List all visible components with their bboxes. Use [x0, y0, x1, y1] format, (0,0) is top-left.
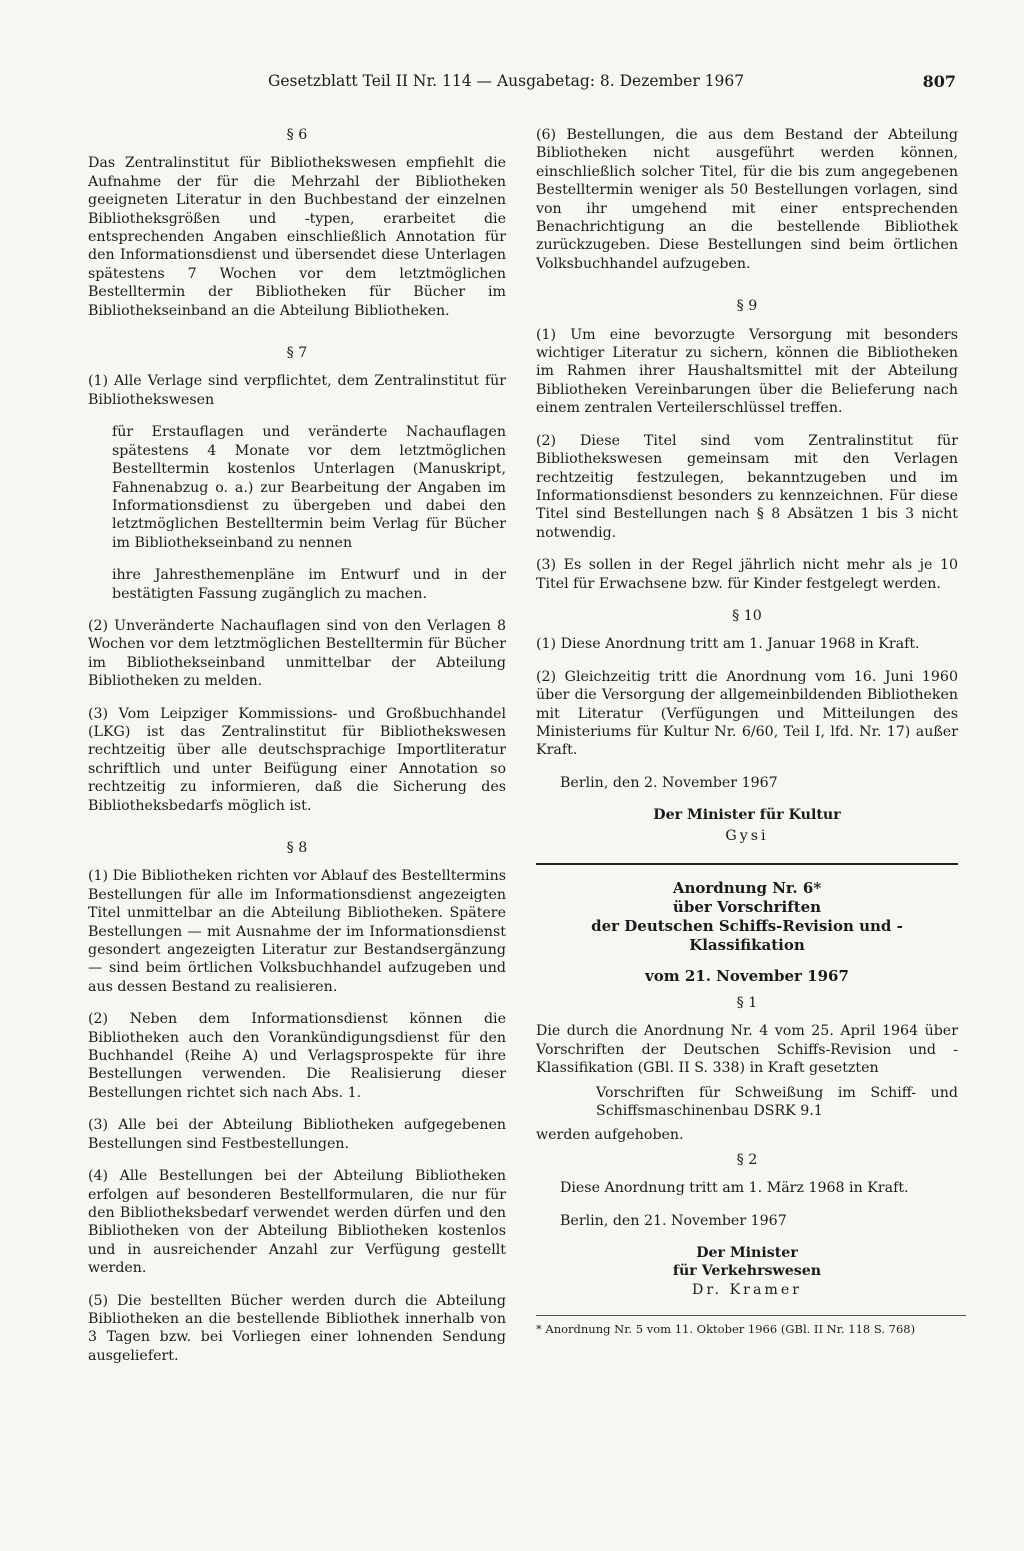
section-divider [536, 863, 958, 865]
signature-2-role-line-1: Der Minister [696, 1245, 798, 1262]
page-number: 807 [922, 72, 956, 91]
order-section-2-title: § 2 [736, 1151, 758, 1168]
order-title-line-1: Anordnung Nr. 6* [672, 879, 822, 897]
header-title: Gesetzblatt Teil II Nr. 114 — Ausgabetag: 8. Dezember 1967 [268, 72, 745, 90]
section-8-paragraph-1: (1) Die Bibliotheken richten vor Ablauf des Bestelltermins Bestellungen für alle im Informationsdienst angezeigten Titel unmittelbar an die Abteilung Bibliotheken. Spätere Bestellungen — mit Ausnahme der im Informationsdienst gesondert angezeigten Literatur zur Bestandsergänzung — sind beim örtlichen Volksbuchhandel aufzugeben und aus dessen Bestand zu realisieren. [88, 868, 507, 995]
section-6-paragraph: Das Zentralinstitut für Bibliothekswesen empfiehlt die Aufnahme der für die Mehrzahl der Bibliotheken geeigneten Literatur in den Buchbestand der einzelnen Bibliotheksgrößen und -typen, erarbeitet die entsprechenden Angaben einschließlich Annotation für den Informationsdienst und übersendet diese Unterlagen spätestens 7 Wochen vor dem letztmöglichen Bestelltermin der Bibliotheken für Bücher im Bibliothekseinband an die Abteilung Bibliotheken. [88, 155, 506, 319]
signature-2-name: Dr. Kramer [691, 1281, 803, 1298]
order-title-line-2: über Vorschriften [672, 898, 822, 916]
order-date: vom 21. November 1967 [645, 967, 849, 985]
footnote: * Anordnung Nr. 5 vom 11. Oktober 1966 (GBl. II Nr. 118 S. 768) [536, 1315, 966, 1336]
section-8-paragraph-3: (3) Alle bei der Abteilung Bibliotheken aufgegebenen Bestellungen sind Festbestellungen. [88, 1117, 506, 1152]
order-section-1-paragraph: Die durch die Anordnung Nr. 4 vom 25. April 1964 über Vorschriften der Deutschen Schiffs-Revision und -Klassifikation (GBl. II S. 338) in Kraft gesetzten [536, 1023, 958, 1077]
section-7-paragraph-2: (2) Unveränderte Nachauflagen sind von den Verlagen 8 Wochen vor dem letztmöglichen Bestelltermin für Bücher im Bibliothekseinband unmittelbar der Abteilung Bibliotheken zu melden. [88, 617, 506, 690]
section-8-paragraph-4: (4) Alle Bestellungen bei der Abteilung Bibliotheken erfolgen auf besonderen Bestellformularen, die nur für den Bibliotheksbedarf verwendet werden dürfen und den Bibliotheken von der Abteilung Bibliotheken kostenlos und in ausreichender Anzahl zur Verfügung gestellt werden. [88, 1168, 506, 1277]
section-7-item-b: ihre Jahresthemenpläne im Entwurf und in der bestätigten Fassung zugänglich zu machen. [112, 567, 506, 602]
section-7-paragraph-3: (3) Vom Leipziger Kommissions- und Großbuchhandel (LKG) ist das Zentralinstitut für Bibliothekswesen rechtzeitig über alle deutschsprachige Importliteratur schriftlich und unter Beifügung einer Annotation so rechtzeitig zu informieren, daß die Sicherung des Bibliotheksbedarfs möglich ist. [88, 705, 506, 814]
section-9-paragraph-1: (1) Um eine bevorzugte Versorgung mit besonders wichtiger Literatur zu sichern, können die Bibliotheken im Rahmen ihrer Haushaltsmittel mit der Abteilung Bibliotheken Vereinbarungen über die Belieferung nach einem zentralen Verteilerschlüssel treffen. [536, 326, 958, 417]
section-7-item-a: für Erstauflagen und veränderte Nachauflagen spätestens 4 Monate vor dem letztmöglichen Bestelltermin kostenlos Unterlagen (Manuskript, Fahnenabzug o. a.) zur Bearbeitung der Angaben im Informationsdienst zu übergeben und dabei den letztmöglichen Bestelltermin beim Verlag für Bücher im Bibliothekseinband zu nennen [112, 424, 506, 551]
page-header [268, 72, 956, 98]
order-section-2-paragraph: Diese Anordnung tritt am 1. März 1968 in Kraft. [560, 1180, 909, 1197]
section-10-paragraph-2: (2) Gleichzeitig tritt die Anordnung vom 16. Juni 1960 über die Versorgung der allgemeinbildenden Bibliotheken mit Literatur (Verfügungen und Mitteilungen des Ministeriums für Kultur Nr. 6/60, Teil I, lfd. Nr. 17) außer Kraft. [536, 668, 958, 759]
signature-2-place-date: Berlin, den 21. November 1967 [560, 1212, 787, 1229]
order-title-line-3: der Deutschen Schiffs-Revision und -Klassifikation [591, 917, 903, 954]
section-7-paragraph-1: (1) Alle Verlage sind verpflichtet, dem Zentralinstitut für Bibliothekswesen [88, 373, 506, 408]
section-7-title: § 7 [286, 345, 308, 362]
right-column [536, 126, 958, 1336]
section-8-paragraph-5: (5) Die bestellten Bücher werden durch die Abteilung Bibliotheken an die bestellende Bibliothek innerhalb von 3 Tagen bzw. bei Vorliegen einer lohnenden Sendung ausgeliefert. [88, 1292, 506, 1364]
order-section-1-closing: werden aufgehoben. [536, 1127, 684, 1144]
section-10-paragraph-1: (1) Diese Anordnung tritt am 1. Januar 1968 in Kraft. [536, 636, 920, 653]
section-8-paragraph-2: (2) Neben dem Informationsdienst können die Bibliotheken auch den Vorankündigungsdienst für den Buchhandel (Reihe A) und Verlagsprospekte für ihre Bestellungen verwenden. Die Realisierung dieser Bestellungen richtet sich nach Abs. 1. [88, 1011, 506, 1101]
section-10-title: § 10 [732, 607, 762, 624]
section-9-paragraph-3: (3) Es sollen in der Regel jährlich nicht mehr als je 10 Titel für Erwachsene bzw. für Kinder festgelegt werden. [536, 557, 958, 592]
order-section-1-item: Vorschriften für Schweißung im Schiff- und Schiffsmaschinenbau DSRK 9.1 [596, 1084, 958, 1120]
section-8-title: § 8 [286, 840, 308, 856]
section-6-title: § 6 [286, 127, 308, 143]
signature-2-role-line-2: für Verkehrswesen [672, 1263, 822, 1280]
section-9-paragraph-2: (2) Diese Titel sind vom Zentralinstitut für Bibliothekswesen gemeinsam mit den Verlagen rechtzeitig festzulegen, bekanntzugeben und im Informationsdienst besonders zu kennzeichnen. Für diese Titel sind Bestellungen nach § 8 Absätzen 1 bis 3 nicht notwendig. [536, 432, 958, 541]
order-section-1-title: § 1 [736, 995, 758, 1011]
signature-1-name: Gysi [725, 827, 769, 844]
order-title [536, 879, 958, 955]
signature-1-place-date: Berlin, den 2. November 1967 [560, 774, 778, 791]
signature-1-role: Der Minister für Kultur [653, 807, 841, 824]
section-8-paragraph-6: (6) Bestellungen, die aus dem Bestand der Abteilung Bibliotheken nicht ausgeführt werden können, einschließlich solcher Titel, für die bis zum angegebenen Bestelltermin weniger als 50 Bestellungen vorlagen, sind von ihr umgehend mit einer entsprechenden Benachrichtigung an die bestellende Bibliothek zurückzugeben. Diese Bestellungen sind beim örtlichen Volksbuchhandel aufzugeben. [536, 127, 958, 272]
section-9-title: § 9 [736, 298, 758, 315]
left-column [88, 126, 506, 1365]
